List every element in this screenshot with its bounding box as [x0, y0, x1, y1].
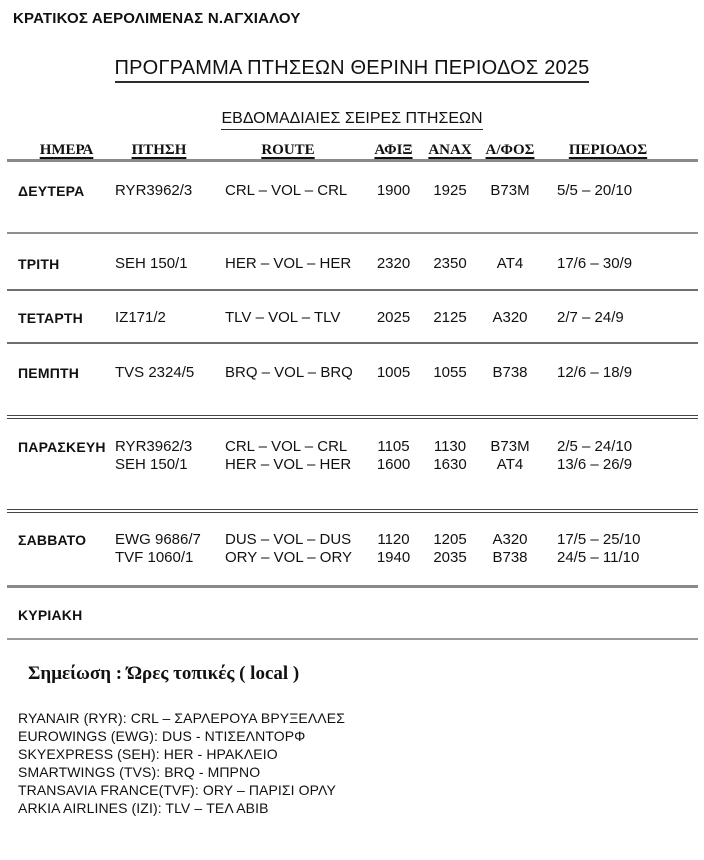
table-header-row [7, 142, 698, 162]
col-header-route: ROUTE [261, 142, 315, 158]
route: HER – VOL – HER [225, 255, 352, 272]
day-label: ΤΕΤΑΡΤΗ [18, 310, 83, 326]
departure-time: 2350 [433, 255, 467, 272]
airline-legend-line: SMARTWINGS (TVS): BRQ - ΜΠΡΝΟ [18, 764, 261, 780]
aircraft-types [478, 438, 542, 509]
operating-period: 13/6 – 26/9 [557, 456, 633, 473]
route: TLV – VOL – TLV [225, 309, 341, 326]
departure-time: 1055 [433, 364, 467, 381]
airline-legend-line: SKYEXPRESS (SEH): HER - ΗΡΑΚΛΕΙΟ [18, 746, 278, 762]
flight-number: RYR3962/3 [115, 182, 193, 199]
aircraft-types [478, 531, 542, 585]
departure-time: 1925 [433, 182, 467, 199]
departure-times [422, 438, 478, 509]
col-header-flight: ΠΤΗΣΗ [131, 142, 187, 158]
flight-numbers [115, 531, 225, 585]
col-header-arrival: ΑΦΙΞ [374, 142, 413, 158]
local-times-note: Σημείωση : Ώρες τοπικές ( local ) [28, 663, 300, 684]
airline-legend-line: RYANAIR (RYR): CRL – ΣΑΡΛΕΡΟΥΑ ΒΡΥΞΕΛΛΕΣ [18, 710, 345, 726]
aircraft-type: B73M [490, 182, 530, 199]
departure-time: 1130 [433, 438, 467, 455]
operating-periods [542, 531, 698, 585]
main-title-row [0, 56, 704, 83]
arrival-time: 2320 [376, 255, 411, 272]
departure-time: 1630 [433, 456, 467, 473]
route: CRL – VOL – CRL [225, 182, 348, 199]
arrival-time: 1120 [377, 531, 410, 548]
aircraft-type: AT4 [496, 255, 524, 272]
operating-period: 2/5 – 24/10 [557, 438, 633, 455]
arrival-times [365, 531, 422, 585]
aircraft-type: A320 [492, 309, 528, 326]
arrival-time: 1005 [376, 364, 411, 381]
day-label: ΠΕΜΠΤΗ [18, 365, 80, 381]
operating-period: 17/5 – 25/10 [557, 531, 641, 548]
arrival-time: 1940 [376, 549, 411, 566]
day-label: ΚΥΡΙΑΚΗ [18, 607, 83, 623]
airline-legend-line: EUROWINGS (EWG): DUS - ΝΤΙΣΕΛΝΤΟΡΦ [18, 728, 306, 744]
subtitle-row [0, 109, 704, 130]
aircraft-type: B73M [490, 438, 530, 455]
arrival-time: 1600 [376, 456, 411, 473]
operating-period: 12/6 – 18/9 [557, 364, 633, 381]
arrival-time: 1900 [376, 182, 411, 199]
flight-number: SEH 150/1 [115, 255, 188, 272]
day-label: ΤΡΙΤΗ [18, 256, 60, 272]
arrival-times [365, 438, 422, 509]
flight-number: RYR3962/3 [115, 438, 193, 455]
departure-time: 1205 [433, 531, 467, 548]
main-title: ΠΡΟΓΡΑΜΜΑ ΠΤΗΣΕΩΝ ΘΕΡΙΝΗ ΠΕΡΙΟΔΟΣ 2025 [115, 56, 590, 83]
schedule-row-wednesday [0, 291, 704, 342]
operating-period: 5/5 – 20/10 [557, 182, 633, 199]
route: DUS – VOL – DUS [225, 531, 352, 548]
schedule-row-monday [0, 162, 704, 232]
day-label: ΠΑΡΑΣΚΕΥΗ [18, 439, 106, 455]
flight-number: TVF 1060/1 [115, 549, 194, 566]
schedule-row-sunday [0, 588, 704, 638]
departure-time: 2125 [433, 309, 467, 326]
arrival-time: 2025 [376, 309, 411, 326]
aircraft-type: A320 [492, 531, 528, 548]
airport-title: ΚΡΑΤΙΚΟΣ ΑΕΡΟΛΙΜΕΝΑΣ Ν.ΑΓΧΙΑΛΟΥ [13, 10, 301, 27]
flight-number: SEH 150/1 [115, 456, 188, 473]
row-separator [7, 638, 698, 640]
col-header-day: ΗΜΕΡΑ [39, 142, 94, 158]
aircraft-type: AT4 [496, 456, 524, 473]
operating-periods [542, 438, 698, 509]
aircraft-type: B738 [492, 364, 528, 381]
airline-legend-line: ARKIA AIRLINES (IZI): TLV – ΤΕΛ ΑΒΙΒ [18, 800, 269, 816]
flight-numbers [115, 438, 225, 509]
col-header-departure: ΑΝΑΧ [428, 142, 472, 158]
schedule-row-saturday [0, 513, 704, 585]
aircraft-type: B738 [492, 549, 528, 566]
col-header-aircraft: Α/ΦΟΣ [485, 142, 535, 158]
day-label: ΣΑΒΒΑΤΟ [18, 532, 87, 548]
route: BRQ – VOL – BRQ [225, 364, 353, 381]
operating-period: 24/5 – 11/10 [557, 549, 640, 566]
schedule-row-thursday [0, 344, 704, 415]
operating-period: 17/6 – 30/9 [557, 255, 633, 272]
routes [225, 438, 365, 509]
departure-times [422, 531, 478, 585]
airline-legend-line: TRANSAVIA FRANCE(TVF): ORY – ΠΑΡΙΣΙ ΟΡΛΥ [18, 782, 336, 798]
schedule-row-tuesday [0, 234, 704, 289]
arrival-time: 1105 [377, 438, 410, 455]
route: CRL – VOL – CRL [225, 438, 348, 455]
flight-number: IZ171/2 [115, 309, 166, 326]
route: ORY – VOL – ORY [225, 549, 353, 566]
col-header-period: ΠΕΡΙΟΔΟΣ [568, 142, 648, 158]
day-label: ΔΕΥΤΕΡΑ [18, 183, 85, 199]
route: HER – VOL – HER [225, 456, 352, 473]
routes [225, 531, 365, 585]
departure-time: 2035 [433, 549, 467, 566]
schedule-row-friday [0, 419, 704, 509]
flight-number: TVS 2324/5 [115, 364, 195, 381]
flight-number: EWG 9686/7 [115, 531, 201, 548]
subtitle: ΕΒΔΟΜΑΔΙΑΙΕΣ ΣΕΙΡΕΣ ΠΤΗΣΕΩΝ [221, 109, 482, 130]
airline-legend [18, 709, 704, 817]
operating-period: 2/7 – 24/9 [557, 309, 624, 326]
